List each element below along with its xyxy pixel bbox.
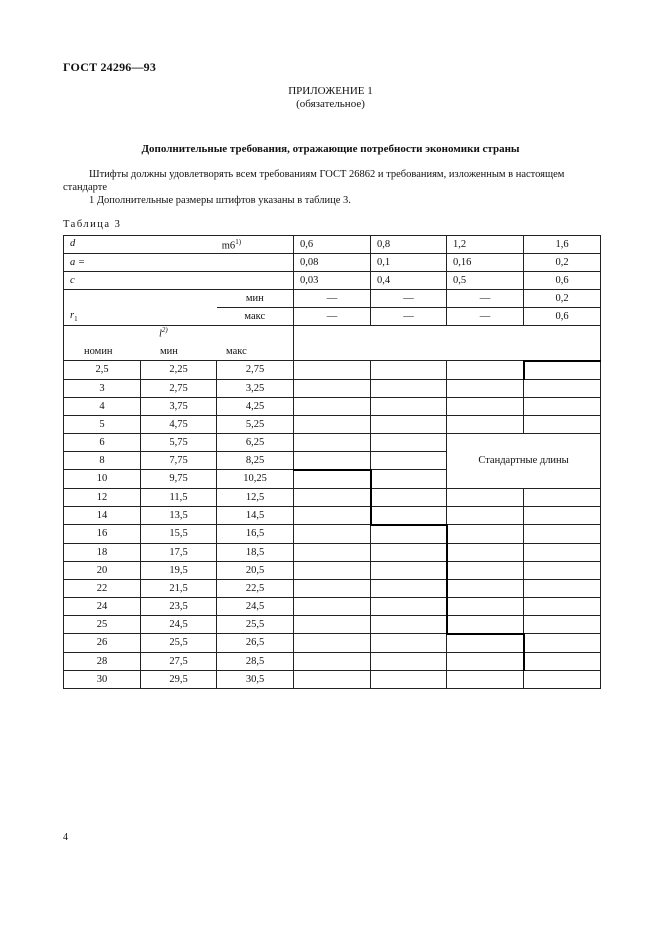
length-max-cell: 28,5	[217, 652, 294, 670]
row-c	[64, 272, 601, 290]
table-row	[64, 415, 601, 433]
m6-label: m6	[221, 240, 236, 252]
table-row	[64, 670, 601, 688]
length-min-cell: 15,5	[141, 525, 217, 544]
section-title: Дополнительные требования, отражающие потребности экономики страны	[141, 143, 520, 155]
document-code: ГОСТ 24296—93	[63, 60, 157, 74]
length-max-cell: 22,5	[217, 579, 294, 597]
length-nominal-cell: 10	[64, 470, 141, 489]
r-max-value: —	[371, 308, 447, 326]
length-min-cell: 7,75	[141, 451, 217, 470]
a-value-cell: 0,08	[294, 254, 371, 272]
length-min-cell: 23,5	[141, 597, 217, 615]
length-min-cell: 4,75	[141, 415, 217, 433]
a-label: a =	[64, 254, 294, 272]
intro-paragraph: Штифты должны удовлетворять всем требованиям ГОСТ 26862 и требованиям, изложенным в настоящем стандарте	[63, 169, 565, 193]
length-min-cell: 24,5	[141, 615, 217, 634]
c-value-cell: 0,6	[524, 272, 601, 290]
table-row	[64, 379, 601, 397]
l-max-label: макс	[226, 346, 247, 357]
length-nominal-cell: 18	[64, 543, 141, 561]
table-row	[64, 652, 601, 670]
length-min-cell: 25,5	[141, 634, 217, 653]
appendix-heading	[0, 85, 661, 111]
length-nominal-cell: 30	[64, 670, 141, 688]
r-min-label: мин	[217, 290, 294, 308]
r-max-value: —	[447, 308, 524, 326]
r-min-value: —	[371, 290, 447, 308]
length-min-cell: 29,5	[141, 670, 217, 688]
length-max-cell: 30,5	[217, 670, 294, 688]
length-nominal-cell: 24	[64, 597, 141, 615]
d-value-cell: 1,2	[447, 236, 524, 254]
length-min-cell: 3,75	[141, 397, 217, 415]
length-min-cell: 11,5	[141, 488, 217, 506]
length-nominal-cell: 26	[64, 634, 141, 653]
length-max-cell: 2,75	[217, 361, 294, 380]
length-max-cell: 4,25	[217, 397, 294, 415]
length-nominal-cell: 4	[64, 397, 141, 415]
row-d	[64, 236, 601, 254]
row-a	[64, 254, 601, 272]
table-row	[64, 543, 601, 561]
length-max-cell: 25,5	[217, 615, 294, 634]
table-row	[64, 597, 601, 615]
length-min-cell: 2,25	[141, 361, 217, 380]
c-value-cell: 0,03	[294, 272, 371, 290]
table-row	[64, 506, 601, 525]
standard-lengths-label: Стандартные длины	[447, 433, 601, 488]
r-label-cell	[64, 308, 217, 326]
r-max-label: макс	[217, 308, 294, 326]
length-nominal-cell: 14	[64, 506, 141, 525]
r-min-value: —	[294, 290, 371, 308]
d-value-cell: 1,6	[524, 236, 601, 254]
length-max-cell: 18,5	[217, 543, 294, 561]
table-row	[64, 397, 601, 415]
length-min-cell: 2,75	[141, 379, 217, 397]
page-number: 4	[63, 832, 68, 843]
nomin-label: номин	[84, 346, 113, 357]
l-min-label: мин	[160, 346, 178, 357]
table-row	[64, 433, 601, 451]
length-nominal-cell: 12	[64, 488, 141, 506]
length-nominal-cell: 28	[64, 652, 141, 670]
c-label: c	[64, 272, 294, 290]
length-nominal-cell: 2,5	[64, 361, 141, 380]
length-max-cell: 8,25	[217, 451, 294, 470]
length-min-cell: 19,5	[141, 561, 217, 579]
r-max-value: 0,6	[524, 308, 601, 326]
length-max-cell: 14,5	[217, 506, 294, 525]
length-nominal-cell: 3	[64, 379, 141, 397]
l-label: l	[159, 328, 162, 340]
row-r-max	[64, 308, 601, 326]
length-nominal-cell: 16	[64, 525, 141, 544]
a-value-cell: 0,16	[447, 254, 524, 272]
length-max-cell: 24,5	[217, 597, 294, 615]
length-max-cell: 20,5	[217, 561, 294, 579]
length-max-cell: 5,25	[217, 415, 294, 433]
length-min-cell: 17,5	[141, 543, 217, 561]
table-caption: Таблица 3	[63, 219, 122, 230]
length-max-cell: 6,25	[217, 433, 294, 451]
length-nominal-cell: 5	[64, 415, 141, 433]
dimensions-table	[63, 235, 601, 689]
length-max-cell: 3,25	[217, 379, 294, 397]
table-row	[64, 361, 601, 380]
r-min-value: 0,2	[524, 290, 601, 308]
length-min-cell: 13,5	[141, 506, 217, 525]
r-max-value: —	[294, 308, 371, 326]
length-header-cell	[64, 326, 294, 361]
d-label: d	[70, 237, 76, 249]
length-nominal-cell: 8	[64, 451, 141, 470]
a-value-cell: 0,1	[371, 254, 447, 272]
length-nominal-cell: 25	[64, 615, 141, 634]
length-nominal-cell: 6	[64, 433, 141, 451]
table-row	[64, 634, 601, 653]
r-sub: 1	[74, 314, 78, 323]
m6-footnote: 1)	[235, 237, 242, 246]
table-row	[64, 561, 601, 579]
appendix-subtitle: (обязательное)	[296, 98, 365, 110]
table-row	[64, 525, 601, 544]
d-value-cell: 0,8	[371, 236, 447, 254]
length-max-cell: 16,5	[217, 525, 294, 544]
length-min-cell: 27,5	[141, 652, 217, 670]
r-label: r	[70, 309, 75, 321]
length-nominal-cell: 20	[64, 561, 141, 579]
c-value-cell: 0,5	[447, 272, 524, 290]
a-value-cell: 0,2	[524, 254, 601, 272]
length-min-cell: 9,75	[141, 470, 217, 489]
length-max-cell: 26,5	[217, 634, 294, 653]
row-length-header	[64, 326, 601, 361]
d-value-cell: 0,6	[294, 236, 371, 254]
appendix-title: ПРИЛОЖЕНИЕ 1	[288, 85, 373, 97]
length-min-cell: 5,75	[141, 433, 217, 451]
length-min-cell: 21,5	[141, 579, 217, 597]
length-max-cell: 10,25	[217, 470, 294, 489]
d-label-cell	[64, 236, 294, 254]
c-value-cell: 0,4	[371, 272, 447, 290]
row-r-min	[64, 290, 601, 308]
l-footnote: 2)	[161, 326, 168, 334]
length-nominal-cell: 22	[64, 579, 141, 597]
table-row	[64, 488, 601, 506]
r-min-value: —	[447, 290, 524, 308]
length-max-cell: 12,5	[217, 488, 294, 506]
table-row	[64, 579, 601, 597]
table-row	[64, 615, 601, 634]
item-1-paragraph: 1 Дополнительные размеры штифтов указаны в таблице 3.	[89, 195, 351, 206]
